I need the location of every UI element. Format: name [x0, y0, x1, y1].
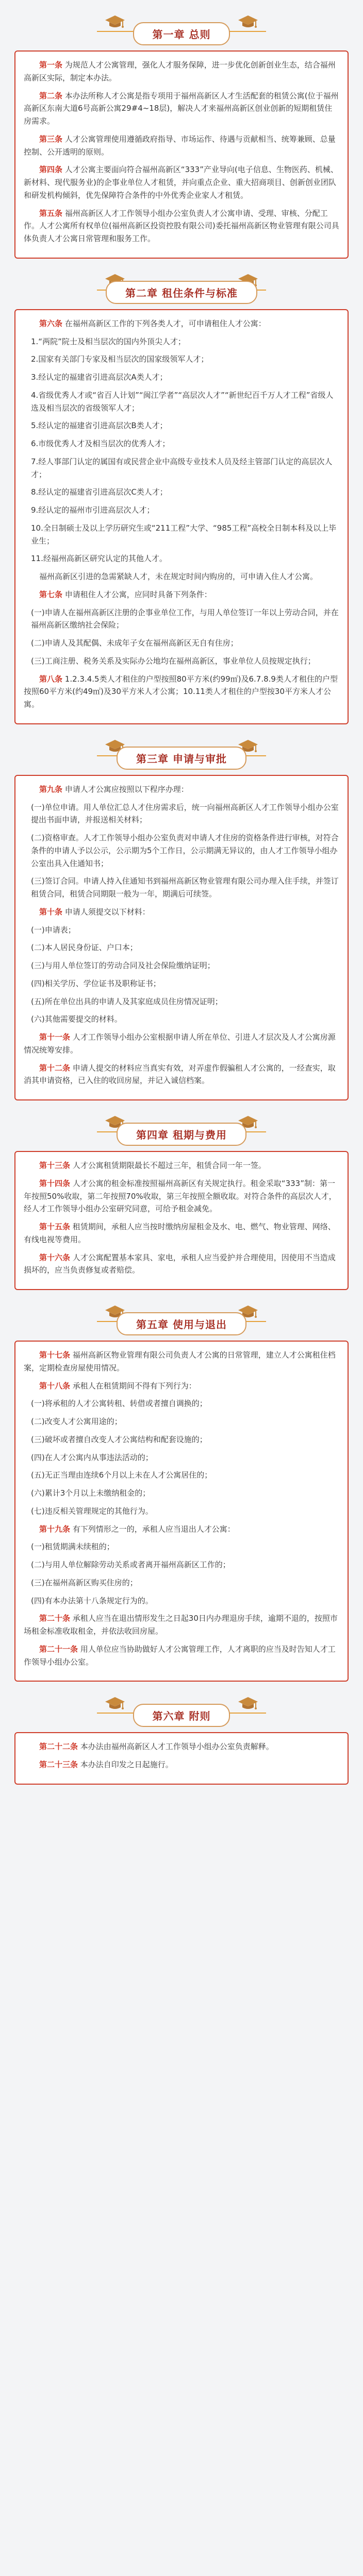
chapter-section	[14, 1115, 349, 1290]
chapter-header	[14, 273, 349, 309]
article-paragraph	[24, 133, 339, 159]
chapter-section	[14, 14, 349, 259]
article-paragraph	[24, 906, 339, 919]
article-paragraph	[24, 1523, 339, 1536]
list-item: (二)改变人才公寓用途的；	[31, 1417, 122, 1426]
article-paragraph	[24, 1062, 339, 1088]
article-number: 第二十一条	[39, 1644, 78, 1654]
article-paragraph	[24, 1349, 339, 1375]
article-paragraph	[24, 1251, 339, 1277]
list-item: 8.经认定的福建省引进高层次C类人才；	[31, 487, 168, 497]
list-item: 1.“两院”院士及相当层次的国内外顶尖人才；	[31, 336, 186, 346]
article-paragraph	[24, 783, 339, 796]
list-item: (四)有本办法第十八条规定行为的。	[31, 1596, 153, 1605]
chapter-header	[14, 1115, 349, 1151]
list-item: (一)单位申请。用人单位汇总人才住房需求后，统一向福州高新区人才工作领导小组办公室提出书面申请，并报送相关材料；	[31, 802, 339, 825]
article-number: 第十条	[39, 907, 63, 917]
list-item: (三)在福州高新区购买住房的；	[31, 1578, 138, 1587]
list-item: (一)申请人在福州高新区注册的企事业单位工作，与用人单位签订一年以上劳动合同，并在福州高新区缴纳社会保险；	[31, 607, 339, 630]
list-item: 6.市级优秀人才及相当层次的优秀人才；	[31, 439, 170, 448]
list-item: (四)在人才公寓内从事违法活动的；	[31, 1452, 153, 1462]
chapter-content-box	[14, 1151, 349, 1290]
article-number: 第六条	[39, 318, 63, 328]
article-paragraph	[24, 1159, 339, 1172]
chapter-header	[14, 739, 349, 775]
article-number: 第十五条	[39, 1222, 71, 1231]
article-text: 为规范人才公寓管理，强化人才服务保障，进一步优化创新创业生态，结合福州高新区实际，制定本办法。	[24, 60, 336, 82]
article-number: 第二十条	[39, 1614, 71, 1623]
article-text: 人才公寓的租金标准按照福州高新区有关规定执行。租金采取“333”制：第一年按照50%收取，第二年按照70%收取，第三年按照全额收取。对符合条件的高层次人才，经人才工作领导小组办公室研究同意，可给予租金减免。	[24, 1178, 337, 1214]
article-paragraph	[24, 1612, 339, 1638]
article-number: 第十七条	[39, 1350, 71, 1360]
list-item: 7.经人事部门认定的属国有或民营企业中高级专业技术人员及经主管部门认定的高层次人才；	[31, 456, 333, 479]
article-text: 1.2.3.4.5类人才租住的户型按照80平方米(约99㎡)及6.7.8.9类人才租住的户型按照60平方米(约49㎡)及30平方米人才公寓；10.11类人才租住的户型按30平方米人才公寓。	[24, 674, 338, 709]
graduation-cap-icon	[104, 1696, 126, 1711]
article-text: 本办法自印发之日起施行。	[80, 1760, 173, 1769]
list-item: 5.经认定的福建省引进高层次B类人才；	[31, 421, 168, 431]
article-number: 第八条	[39, 674, 63, 684]
article-text: 人才公寓租赁期限最长不超过三年，租赁合同一年一签。	[72, 1161, 266, 1170]
list-item: (二)申请人及其配偶、未成年子女在福州高新区无自有住房；	[31, 638, 238, 648]
article-number: 第九条	[39, 784, 63, 794]
chapter-content-box	[14, 1732, 349, 1785]
article-text: 本办法由福州高新区人才工作领导小组办公室负责解释。	[80, 1742, 274, 1752]
graduation-cap-icon	[104, 14, 126, 30]
list-item: 2.国家有关部门专家及相当层次的国家级领军人才；	[31, 354, 209, 364]
article-paragraph	[24, 1643, 339, 1669]
article-number: 第十八条	[39, 1381, 71, 1391]
article-number: 第一条	[39, 60, 63, 70]
article-number: 第二十二条	[39, 1742, 78, 1752]
chapter-section	[14, 1696, 349, 1785]
chapter-section	[14, 273, 349, 724]
article-number: 第十六条	[39, 1252, 71, 1262]
chapter-content-box	[14, 309, 349, 724]
article-paragraph	[24, 1758, 339, 1771]
chapter-title: 第四章 租期与费用	[117, 1123, 246, 1146]
article-paragraph	[24, 207, 339, 245]
article-text: 福州高新区引进的急需紧缺人才，未在规定时间内购房的，可申请入住人才公寓。	[39, 572, 318, 581]
chapter-title: 第二章 租住条件与标准	[106, 281, 257, 304]
list-item: (三)签订合同。申请人持入住通知书到福州高新区物业管理有限公司办理入住手续，并签订租赁合同，租赁合同期限一般为一年，期满后可续签。	[31, 876, 339, 899]
chapter-header	[14, 1304, 349, 1341]
list-item: 4.省级优秀人才或“省百人计划”“闽江学者”“高层次人才”“新世纪百千万人才工程”省级人选及相当层次的省级领军人才；	[31, 390, 334, 413]
list-item: (七)违反相关管理规定的其他行为。	[31, 1506, 153, 1516]
article-paragraph	[24, 1740, 339, 1753]
list-item: (三)与用人单位签订的劳动合同及社会保险缴纳证明；	[31, 961, 215, 970]
article-paragraph	[24, 317, 339, 330]
article-paragraph	[24, 1221, 339, 1246]
list-item: (二)与用人单位解除劳动关系或者离开福州高新区工作的；	[31, 1560, 230, 1569]
chapter-content-box	[14, 50, 349, 259]
chapter-content-box	[14, 775, 349, 1100]
list-item: (一)将承租的人才公寓转租、转借或者擅自调换的；	[31, 1399, 207, 1409]
article-number: 第二十三条	[39, 1760, 78, 1769]
article-text: 本办法所称人才公寓是指专项用于福州高新区人才生活配套的租赁公寓(位于福州高新区东南大道6号高新公寓29#4~18层)，解决人才来福州高新区创业创新的短期租赁住房需求。	[24, 91, 339, 126]
page-footer-space	[0, 1785, 363, 1805]
article-text: 福州高新区物业管理有限公司负责人才公寓的日常管理，建立人才公寓租住档案，定期检查房屋使用情况。	[24, 1350, 336, 1372]
article-text: 承租人在租赁期间不得有下列行为：	[72, 1381, 196, 1391]
article-paragraph	[24, 673, 339, 711]
chapter-content-box	[14, 1341, 349, 1682]
article-text: 人才工作领导小组办公室根据申请人所在单位、引进人才层次及人才公寓房源情况统筹安排。	[24, 1032, 336, 1055]
article-number: 第七条	[39, 589, 63, 599]
article-text: 在福州高新区工作的下列各类人才，可申请租住人才公寓：	[64, 318, 266, 328]
article-number: 第十三条	[39, 1161, 71, 1170]
chapter-title: 第五章 使用与退出	[117, 1312, 246, 1335]
chapter-section	[14, 1304, 349, 1682]
graduation-cap-icon	[237, 1696, 259, 1711]
article-number: 第五条	[39, 208, 63, 218]
article-number: 第十九条	[39, 1524, 71, 1534]
article-text: 承租人应当在退出情形发生之日起30日内办理退房手续，逾期不退的，按照市场租金标准收取租金，并依法收回房屋。	[24, 1614, 338, 1636]
article-text: 有下列情形之一的，承租人应当退出人才公寓：	[72, 1524, 235, 1534]
article-text: 申请人提交的材料应当真实有效，对弄虚作假骗租人才公寓的，一经查实，取消其申请资格，已入住的收回房屋，并记入诚信档案。	[24, 1063, 336, 1086]
article-text: 福州高新区人才工作领导小组办公室负责人才公寓申请、受理、审核、分配工作。人才公寓所有权单位(福州高新区投资控股有限公司)委托福州高新区物业管理有限公司具体负责人才公寓日常管理和服务工作。	[24, 208, 339, 243]
chapter-header	[14, 1696, 349, 1732]
list-item: (六)累计3个月以上未缴纳租金的；	[31, 1488, 151, 1498]
list-item: 9.经认定的福州市引进高层次人才；	[31, 505, 155, 515]
article-paragraph	[24, 59, 339, 84]
list-item: (二)本人居民身份证、户口本；	[31, 943, 138, 953]
article-text: 用人单位应当协助做好人才公寓管理工作，人才离职的应当及时告知人才工作领导小组办公室。	[24, 1644, 336, 1667]
list-item: 10.全日制硕士及以上学历研究生或“211工程”大学、“985工程”高校全日制本科及以上毕业生；	[31, 523, 337, 546]
list-item: (三)工商注册、税务关系及实际办公地均在福州高新区，事业单位人员按规定执行；	[31, 656, 316, 666]
article-text: 人才公寓管理使用遵循政府指导、市场运作、待遇与贡献相当、统筹兼顾、总量控制、公开透明的原则。	[24, 134, 336, 157]
article-text: 人才公寓配置基本家具、家电，承租人应当爱护并合理使用，因使用不当造成损坏的，应当负责修复或者赔偿。	[24, 1252, 336, 1275]
list-item: (五)所在单位出具的申请人及其家庭成员住房情况证明；	[31, 996, 223, 1006]
article-number: 第四条	[39, 165, 63, 175]
article-text: 申请人须提交以下材料：	[64, 907, 150, 917]
article-paragraph	[24, 1380, 339, 1393]
chapter-section	[14, 739, 349, 1100]
article-number: 第三条	[39, 134, 63, 144]
article-paragraph	[24, 1031, 339, 1057]
list-item: 11.经福州高新区研究认定的其他人才。	[31, 554, 167, 564]
list-item: (四)相关学历、学位证书及职称证书；	[31, 978, 161, 988]
article-text: 申请人才公寓应按照以下程序办理：	[64, 784, 189, 794]
chapter-title: 第一章 总则	[133, 22, 230, 45]
chapter-title: 第三章 申请与审批	[117, 747, 246, 770]
article-paragraph	[24, 163, 339, 201]
article-paragraph	[24, 588, 339, 601]
article-number: 第十一条	[39, 1032, 71, 1042]
list-item: (二)资格审查。人才工作领导小组办公室负责对申请人才住房的资格条件进行审核，对符合条件的申请人予以公示，公示期为5个工作日，公示期满无异议的，由人才工作领导小组办公室出具入住通知书；	[31, 833, 339, 868]
article-text: 人才公寓主要面向符合福州高新区“333”产业导向(电子信息、生物医药、机械、新材料、现代服务业)的企事业单位人才租赁，并向重点企业、重大招商项目、创新创业团队和研发机构倾斜，优先保障符合条件的中外优秀企业家人才租赁。	[24, 165, 338, 200]
article-number: 第二条	[39, 91, 63, 100]
article-paragraph	[24, 570, 339, 583]
chapter-header	[14, 14, 349, 50]
article-paragraph	[24, 90, 339, 128]
article-text: 租赁期间，承租人应当按时缴纳房屋租金及水、电、燃气、物业管理、网络、有线电视等费用。	[24, 1222, 336, 1244]
graduation-cap-icon	[237, 14, 259, 30]
list-item: 3.经认定的福建省引进高层次A类人才；	[31, 372, 168, 382]
list-item: (一)租赁期满未续租的；	[31, 1542, 114, 1552]
list-item: (三)破坏或者擅自改变人才公寓结构和配套设施的；	[31, 1434, 207, 1444]
list-item: (六)其他需要提交的材料。	[31, 1014, 122, 1024]
article-text: 申请租住人才公寓，应同时具备下列条件：	[64, 589, 212, 599]
article-paragraph	[24, 1177, 339, 1215]
article-number: 第十二条	[39, 1063, 71, 1073]
chapter-title: 第六章 附则	[133, 1704, 230, 1727]
article-number: 第十四条	[39, 1178, 71, 1188]
list-item: (五)无正当理由连续6个月以上未在人才公寓居住的；	[31, 1470, 212, 1480]
list-item: (一)申请表；	[31, 925, 76, 935]
